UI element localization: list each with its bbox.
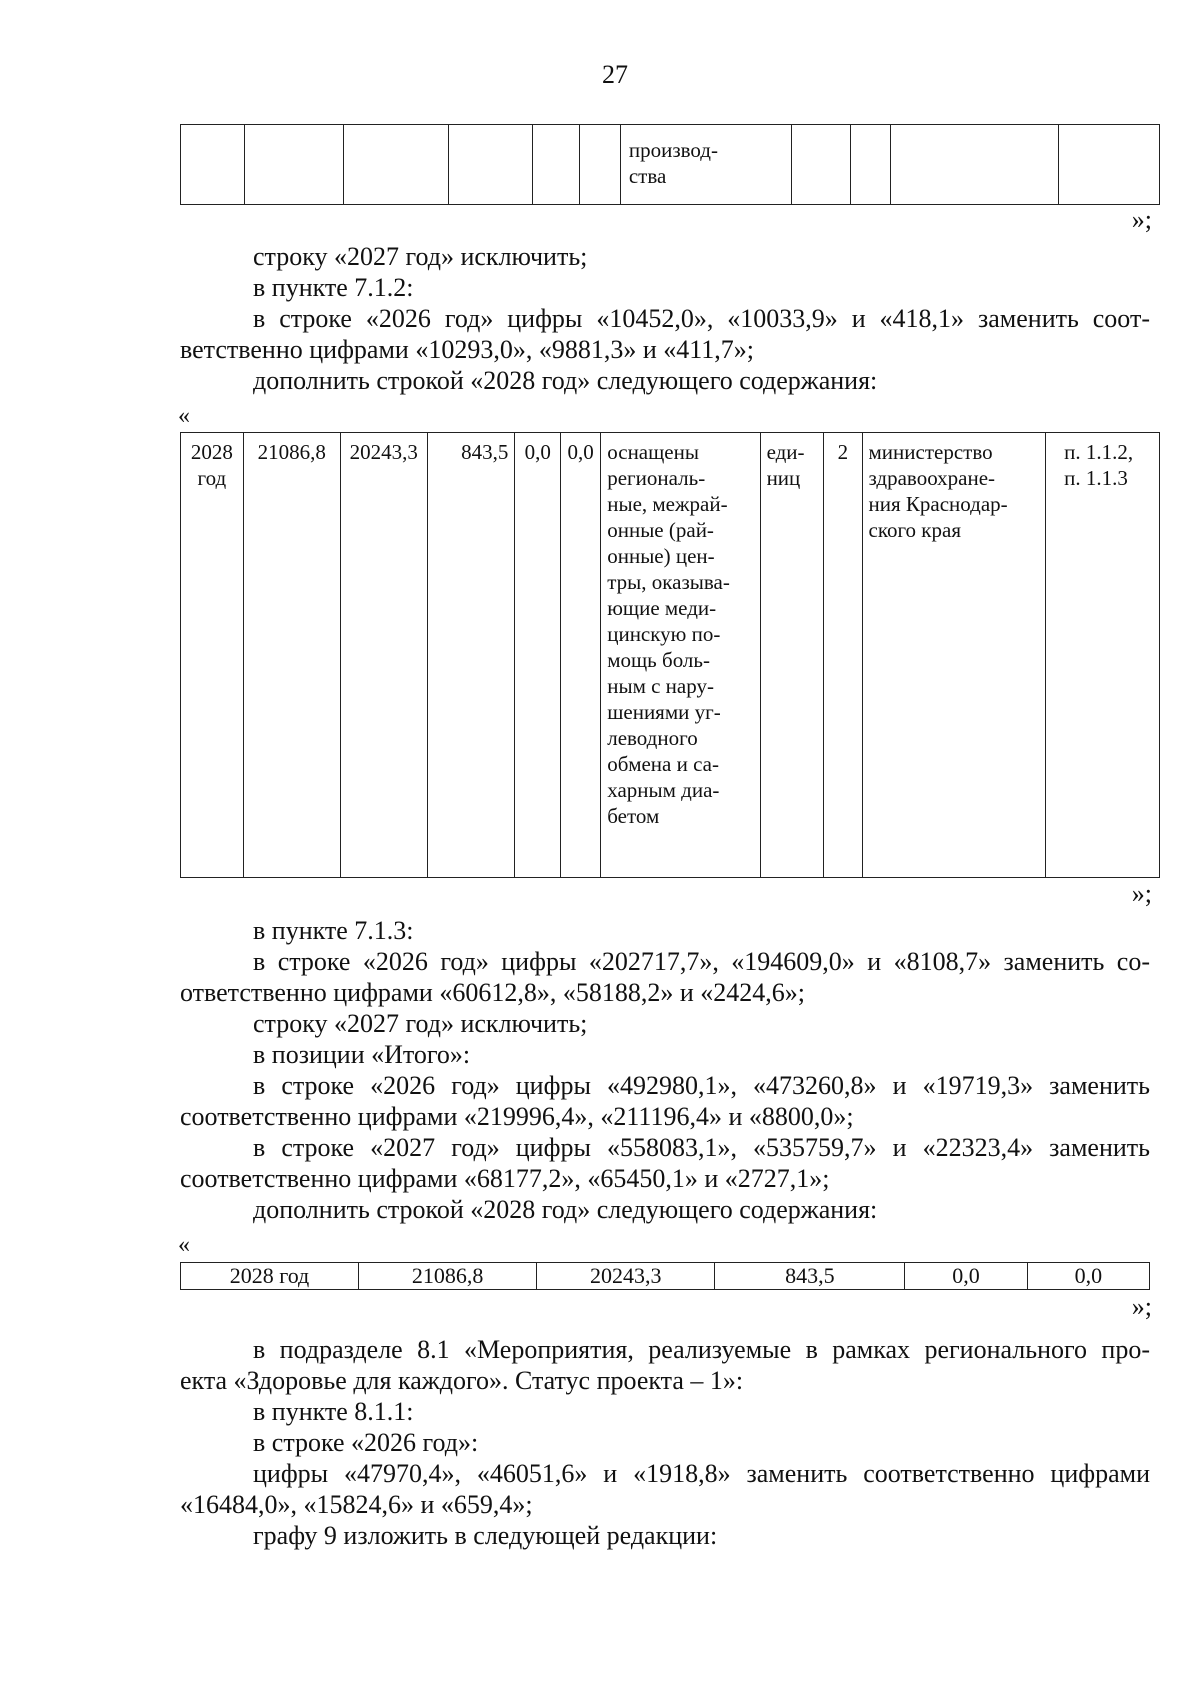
text-line: соответственно цифрами «68177,2», «65450,1» и «2727,1»; bbox=[180, 1164, 830, 1193]
cell-other: 0,0 bbox=[561, 433, 601, 878]
table-cell bbox=[344, 125, 448, 205]
cell-regional: 843,5 bbox=[715, 1263, 905, 1290]
text-line: в подразделе 8.1 «Мероприятия, реализуемые в рамках регионального про- bbox=[253, 1335, 1150, 1364]
cell-total: 21086,8 bbox=[359, 1263, 537, 1290]
cell-result: оснащены региональ- ные, межрай- онные (рай- онные) цен- тры, оказыва- ющие меди- цинскую по- мощь боль- ным с нару- шениями уг- леводного обмена и са- харным диа- бетом bbox=[601, 433, 760, 878]
text-line: строку «2027 год» исключить; bbox=[253, 1009, 588, 1038]
cell-reference: п. 1.1.2, п. 1.1.3 bbox=[1046, 433, 1160, 878]
continuation-table bbox=[180, 124, 1160, 205]
cell-local: 0,0 bbox=[515, 433, 561, 878]
cell-year: 2028 год bbox=[181, 433, 244, 878]
table-cell bbox=[891, 125, 1058, 205]
text-line: графу 9 изложить в следующей редакции: bbox=[253, 1521, 718, 1550]
opening-quote: « bbox=[178, 403, 190, 429]
table-cell bbox=[245, 125, 344, 205]
table-cell bbox=[851, 125, 891, 205]
cell-local: 0,0 bbox=[905, 1263, 1027, 1290]
text-line: в пункте 7.1.2: bbox=[253, 273, 414, 302]
table-cell bbox=[792, 125, 851, 205]
text-line: дополнить строкой «2028 год» следующего содержания: bbox=[253, 366, 878, 395]
total-2028-table bbox=[180, 1262, 1150, 1290]
closing-quote: »; bbox=[1131, 205, 1152, 234]
text-line: в пункте 8.1.1: bbox=[253, 1397, 414, 1426]
cell-total: 21086,8 bbox=[243, 433, 340, 878]
cell-year: 2028 год bbox=[181, 1263, 359, 1290]
text-line: в пункте 7.1.3: bbox=[253, 916, 414, 945]
text-line: в строке «2026 год» цифры «492980,1», «473260,8» и «19719,3» заменить bbox=[253, 1071, 1150, 1100]
text-line: екта «Здоровье для каждого». Статус проекта – 1»: bbox=[180, 1366, 744, 1395]
table-cell-production: производ- ства bbox=[620, 125, 791, 205]
table-cell bbox=[448, 125, 532, 205]
text-line: в строке «2027 год» цифры «558083,1», «535759,7» и «22323,4» заменить bbox=[253, 1133, 1150, 1162]
text-line: цифры «47970,4», «46051,6» и «1918,8» заменить соответственно цифрами bbox=[253, 1459, 1150, 1488]
table-cell bbox=[181, 125, 245, 205]
text-line: строку «2027 год» исключить; bbox=[253, 242, 588, 271]
cell-regional: 843,5 bbox=[427, 433, 515, 878]
text-line: соответственно цифрами «219996,4», «211196,4» и «8800,0»; bbox=[180, 1102, 854, 1131]
text-line: в строке «2026 год» цифры «10452,0», «10033,9» и «418,1» заменить соот- bbox=[253, 304, 1150, 333]
cell-federal: 20243,3 bbox=[340, 433, 427, 878]
text-line: в строке «2026 год»: bbox=[253, 1428, 479, 1457]
cell-other: 0,0 bbox=[1027, 1263, 1149, 1290]
table-cell bbox=[1058, 125, 1159, 205]
opening-quote: « bbox=[178, 1232, 190, 1258]
cell-unit: еди- ниц bbox=[760, 433, 824, 878]
cell-federal: 20243,3 bbox=[537, 1263, 715, 1290]
closing-quote: »; bbox=[1131, 879, 1152, 908]
cell-count: 2 bbox=[824, 433, 862, 878]
text-line: в строке «2026 год» цифры «202717,7», «194609,0» и «8108,7» заменить со- bbox=[253, 947, 1150, 976]
text-line: в позиции «Итого»: bbox=[253, 1040, 471, 1069]
closing-quote: »; bbox=[1131, 1292, 1152, 1321]
row-2028-table bbox=[180, 432, 1160, 878]
table-cell bbox=[579, 125, 620, 205]
text-line: ветственно цифрами «10293,0», «9881,3» и «411,7»; bbox=[180, 335, 754, 364]
page-number: 27 bbox=[602, 60, 628, 89]
text-line: ответственно цифрами «60612,8», «58188,2» и «2424,6»; bbox=[180, 978, 805, 1007]
text-line: «16484,0», «15824,6» и «659,4»; bbox=[180, 1490, 533, 1519]
text-line: дополнить строкой «2028 год» следующего содержания: bbox=[253, 1195, 878, 1224]
cell-executor: министерство здравоохране- ния Краснодар- ского края bbox=[862, 433, 1046, 878]
table-cell bbox=[532, 125, 579, 205]
